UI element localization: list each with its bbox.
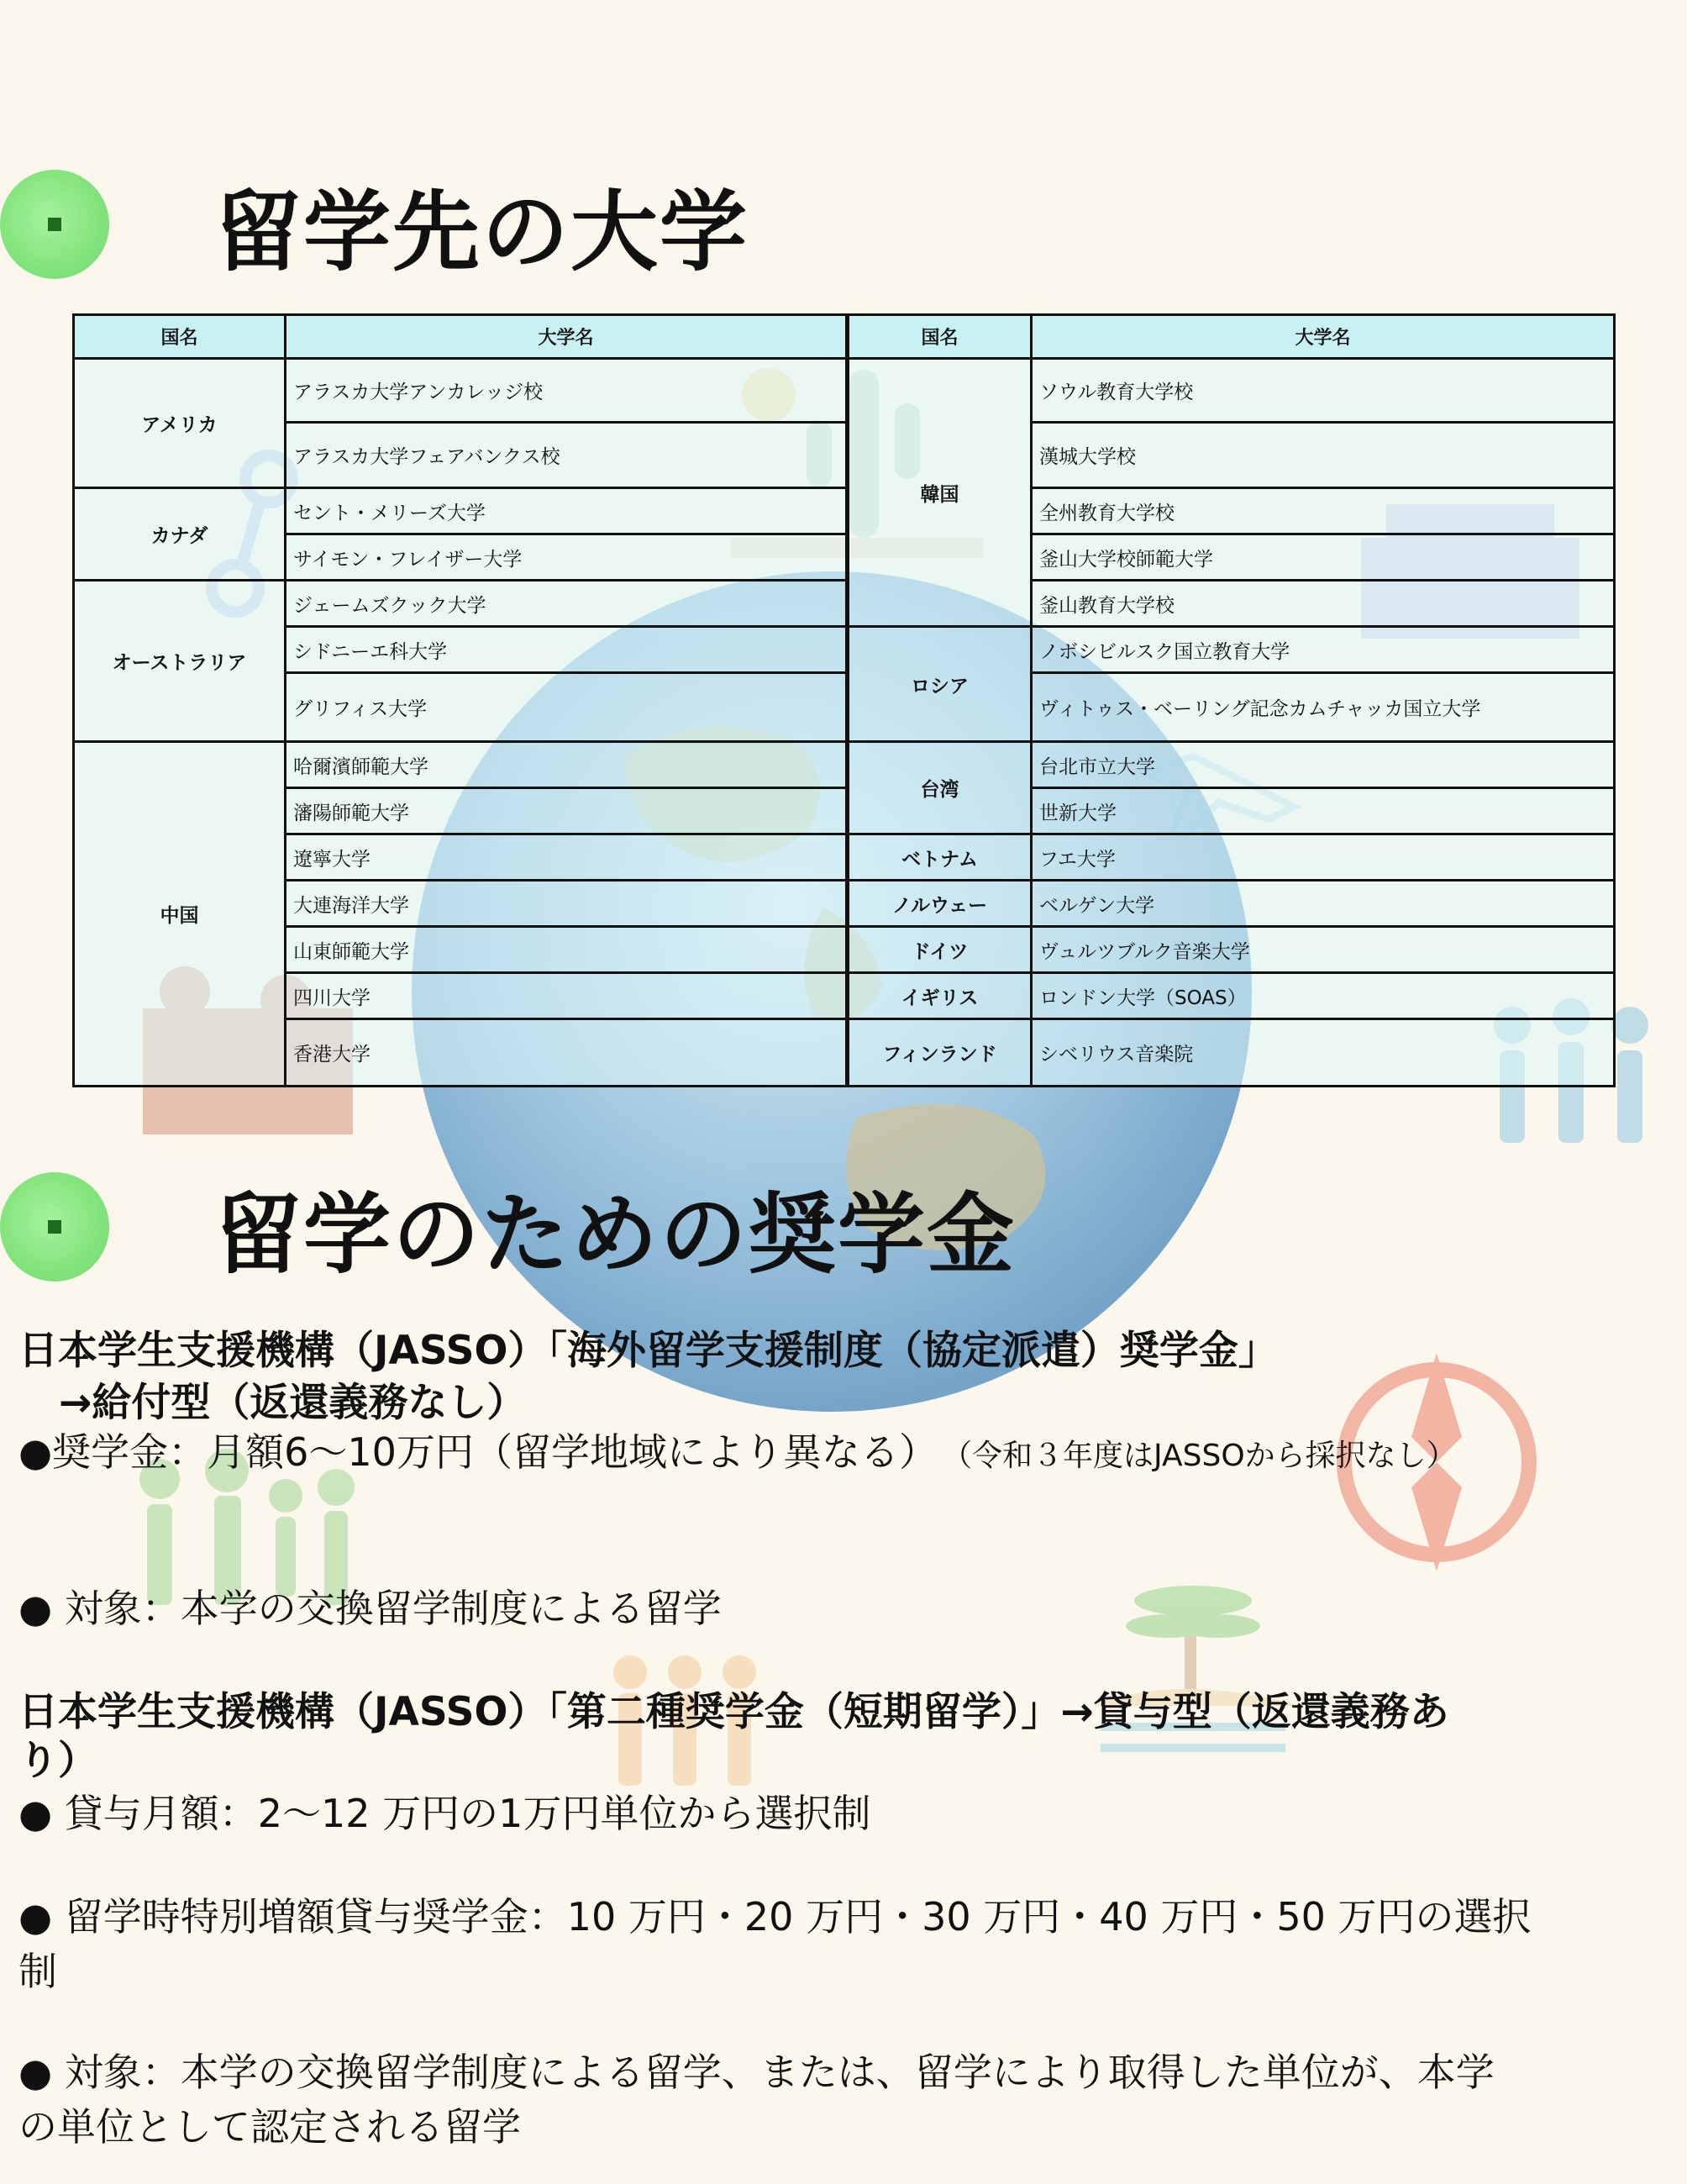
university-cell: 世新大学: [1032, 788, 1615, 834]
jasso2-target-line1: ● 対象：本学の交換留学制度による留学、または、留学により取得した単位が、本学: [18, 2050, 1495, 2095]
university-cell: アラスカ大学フェアバンクス校: [286, 423, 847, 488]
table-row: [849, 927, 1615, 973]
country-cell: 韓国: [849, 359, 1032, 627]
jasso1-type: →給付型（返還義務なし）: [59, 1380, 527, 1426]
country-cell: ドイツ: [849, 927, 1032, 973]
country-cell: オーストラリア: [74, 581, 286, 742]
table-row: [74, 581, 847, 627]
country-cell: ノルウェー: [849, 881, 1032, 927]
university-cell: ヴュルツブルク音楽大学: [1032, 927, 1615, 973]
university-cell: 香港大学: [286, 1019, 847, 1087]
jasso2-title-line1: 日本学生支援機構（JASSO）「第二種奨学金（短期留学）」→貸与型（返還義務あ: [18, 1689, 1449, 1735]
university-cell: 釜山教育大学校: [1032, 581, 1615, 627]
jasso1-target: ● 対象：本学の交換留学制度による留学: [18, 1586, 722, 1631]
table-row: [849, 742, 1615, 788]
jasso1-note: （令和３年度はJASSOから採択なし）: [942, 1439, 1457, 1473]
jasso2-extra-line2: 制: [18, 1949, 57, 1994]
table-row: [74, 742, 847, 788]
table-row: [849, 1019, 1615, 1087]
jasso2-amount: ● 貸与月額：2～12 万円の1万円単位から選択制: [18, 1791, 871, 1836]
university-cell: シドニーエ科大学: [286, 627, 847, 673]
university-cell: 遼寧大学: [286, 834, 847, 881]
country-cell: 台湾: [849, 742, 1032, 834]
jasso2-title-line2: り）: [18, 1738, 97, 1784]
country-cell: ベトナム: [849, 834, 1032, 881]
jasso2-extra-line1: ● 留学時特別増額貸与奨学金：10 万円・20 万円・30 万円・40 万円・50 万円の選択: [18, 1894, 1532, 1939]
jasso1-amount: ●奨学金：月額6～10万円（留学地域により異なる）: [18, 1429, 938, 1475]
university-cell: シベリウス音楽院: [1032, 1019, 1615, 1087]
university-cell: サイモン・フレイザー大学: [286, 534, 847, 581]
university-cell: ベルゲン大学: [1032, 881, 1615, 927]
university-cell: 瀋陽師範大学: [286, 788, 847, 834]
university-cell: グリフィス大学: [286, 673, 847, 742]
section-heading-scholarships: [0, 1164, 1016, 1290]
university-cell: フエ大学: [1032, 834, 1615, 881]
university-cell: 釜山大学校師範大学: [1032, 534, 1615, 581]
column-header-country: 国名: [849, 315, 1032, 359]
university-cell: 四川大学: [286, 973, 847, 1019]
country-cell: アメリカ: [74, 359, 286, 488]
jasso1-title: 日本学生支援機構（JASSO）「海外留学支援制度（協定派遣）奨学金」: [18, 1328, 1278, 1374]
heading-bullet-icon: [0, 170, 109, 279]
section-title: 留学のための奨学金: [214, 1183, 1017, 1286]
table-row: [849, 973, 1615, 1019]
university-cell: セント・メリーズ大学: [286, 488, 847, 534]
column-header-university: 大学名: [286, 315, 847, 359]
university-cell: ロンドン大学（SOAS）: [1032, 973, 1615, 1019]
university-cell: 大連海洋大学: [286, 881, 847, 927]
country-cell: ロシア: [849, 627, 1032, 742]
country-cell: 中国: [74, 742, 286, 1087]
university-cell: ノボシビルスク国立教育大学: [1032, 627, 1615, 673]
table-row: [849, 834, 1615, 881]
column-header-country: 国名: [74, 315, 286, 359]
university-table-right: [847, 313, 1616, 1087]
table-row: [849, 881, 1615, 927]
university-cell: アラスカ大学アンカレッジ校: [286, 359, 847, 423]
column-header-university: 大学名: [1032, 315, 1615, 359]
country-cell: カナダ: [74, 488, 286, 581]
university-cell: 山東師範大学: [286, 927, 847, 973]
country-cell: イギリス: [849, 973, 1032, 1019]
university-cell: 哈爾濱師範大学: [286, 742, 847, 788]
table-row: [849, 359, 1615, 423]
section-heading-universities: [0, 161, 749, 287]
table-row: [74, 359, 847, 423]
university-cell: ヴィトゥス・ベーリング記念カムチャッカ国立大学: [1032, 673, 1615, 742]
university-cell: 全州教育大学校: [1032, 488, 1615, 534]
section-title: 留学先の大学: [214, 181, 749, 283]
country-cell: フィンランド: [849, 1019, 1032, 1087]
jasso1-amount-line: [18, 1422, 1457, 1477]
table-row: [74, 488, 847, 534]
university-cell: 漢城大学校: [1032, 423, 1615, 488]
university-cell: 台北市立大学: [1032, 742, 1615, 788]
heading-bullet-icon: [0, 1172, 109, 1281]
university-cell: ソウル教育大学校: [1032, 359, 1615, 423]
university-cell: ジェームズクック大学: [286, 581, 847, 627]
jasso2-target-line2: の単位として認定される留学: [18, 2104, 521, 2150]
table-row: [849, 627, 1615, 673]
university-table-left: [72, 313, 848, 1087]
